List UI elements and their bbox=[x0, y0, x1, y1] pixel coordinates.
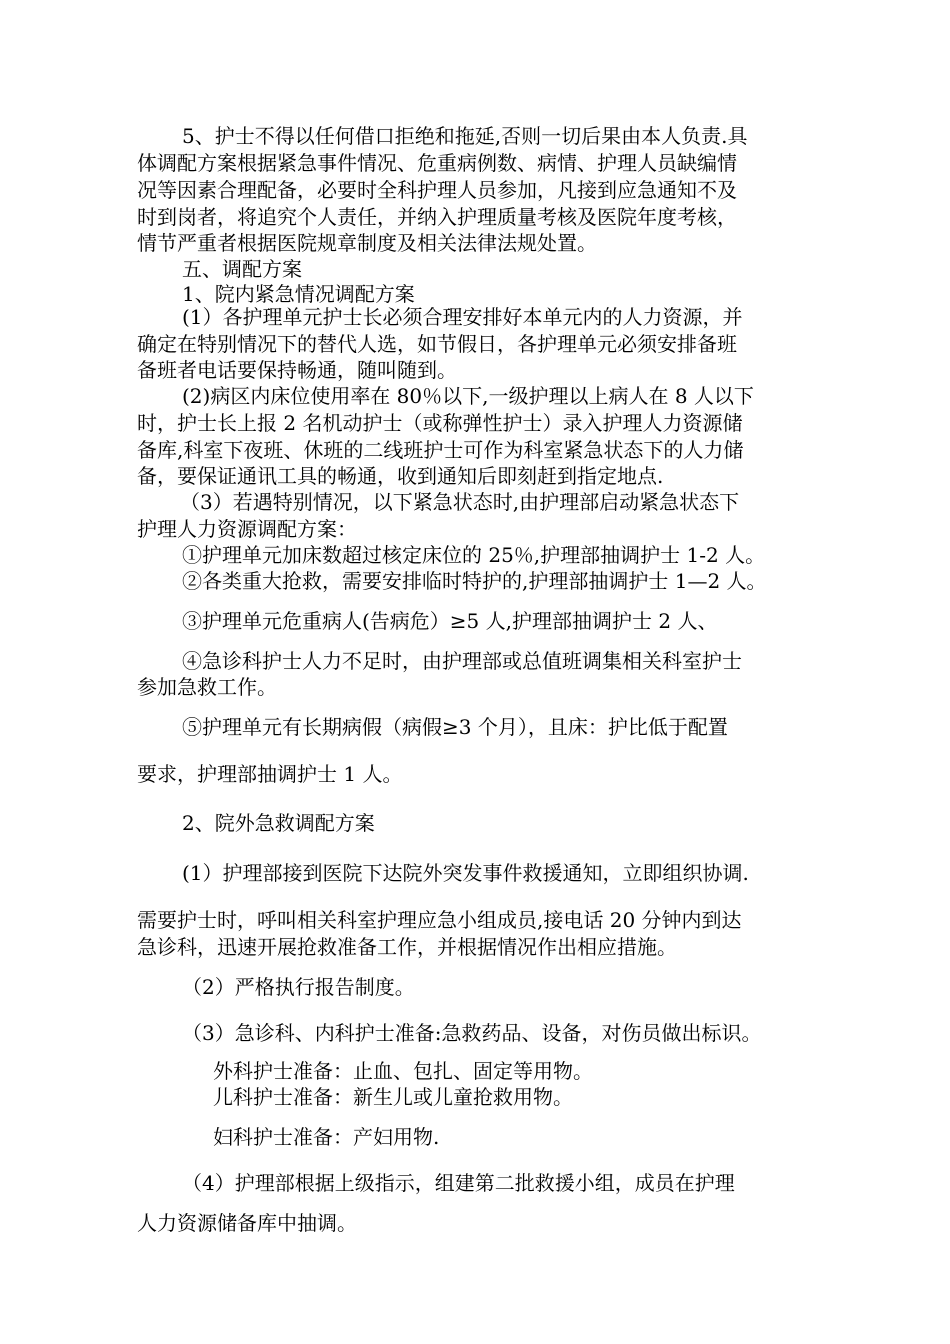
text-line: (2)病区内床位使用率在 80％以下,一级护理以上病人在 8 人以下 bbox=[182, 384, 754, 408]
text-line: （4）护理部根据上级指示，组建第二批救援小组，成员在护理 bbox=[182, 1171, 735, 1195]
text-line: 备库,科室下夜班、休班的二线班护士可作为科室紧急状态下的人力储 bbox=[137, 438, 744, 462]
text-line: 要求，护理部抽调护士 1 人。 bbox=[137, 762, 403, 786]
text-line: 外科护士准备：止血、包扎、固定等用物。 bbox=[213, 1059, 593, 1083]
list-item: ①护理单元加床数超过核定床位的 25％,护理部抽调护士 1-2 人。 bbox=[182, 543, 766, 567]
text-line: 妇科护士准备：产妇用物. bbox=[213, 1125, 440, 1149]
text-line: 5、护士不得以任何借口拒绝和拖延,否则一切后果由本人负责.具 bbox=[182, 124, 748, 148]
text-line: （3）急诊科、内科护士准备:急救药品、设备，对伤员做出标识。 bbox=[182, 1021, 762, 1045]
section-heading: 五、调配方案 bbox=[182, 257, 302, 281]
text-line: 时，护士长上报 2 名机动护士（或称弹性护士）录入护理人力资源储 bbox=[137, 411, 743, 435]
text-line: （2）严格执行报告制度。 bbox=[182, 975, 415, 999]
text-line: 参加急救工作。 bbox=[137, 675, 277, 699]
text-line: 时到岗者，将追究个人责任，并纳入护理质量考核及医院年度考核， bbox=[137, 205, 737, 229]
list-item: ②各类重大抢救，需要安排临时特护的,护理部抽调护士 1—2 人。 bbox=[182, 569, 767, 593]
text-line: (1）护理部接到医院下达院外突发事件救援通知，立即组织协调. bbox=[182, 861, 749, 885]
subsection-heading: 1、院内紧急情况调配方案 bbox=[182, 282, 415, 306]
text-line: 体调配方案根据紧急事件情况、危重病例数、病情、护理人员缺编情 bbox=[137, 151, 737, 175]
list-item: ③护理单元危重病人(告病危）≥5 人,护理部抽调护士 2 人、 bbox=[182, 609, 718, 633]
text-line: (1）各护理单元护士长必须合理安排好本单元内的人力资源，并 bbox=[182, 305, 743, 329]
list-item: ⑤护理单元有长期病假（病假≥3 个月），且床：护比低于配置 bbox=[182, 715, 728, 739]
subsection-heading: 2、院外急救调配方案 bbox=[182, 811, 375, 835]
text-line: 备，要保证通讯工具的畅通，收到通知后即刻赶到指定地点. bbox=[137, 464, 664, 488]
text-line: 情节严重者根据医院规章制度及相关法律法规处置。 bbox=[137, 231, 597, 255]
text-line: 人力资源储备库中抽调。 bbox=[137, 1211, 357, 1235]
text-line: 儿科护士准备：新生儿或儿童抢救用物。 bbox=[213, 1085, 573, 1109]
text-line: （3）若遇特别情况，以下紧急状态时,由护理部启动紧急状态下 bbox=[180, 490, 740, 514]
text-line: 急诊科，迅速开展抢救准备工作，并根据情况作出相应措施。 bbox=[137, 935, 677, 959]
text-line: 况等因素合理配备，必要时全科护理人员参加，凡接到应急通知不及 bbox=[137, 178, 737, 202]
text-line: 需要护士时，呼叫相关科室护理应急小组成员,接电话 20 分钟内到达 bbox=[137, 908, 742, 932]
text-line: 护理人力资源调配方案： bbox=[137, 517, 357, 541]
text-line: 备班者电话要保持畅通，随叫随到。 bbox=[137, 358, 457, 382]
text-line: 确定在特别情况下的替代人选，如节假日，各护理单元必须安排备班 bbox=[137, 332, 737, 356]
list-item: ④急诊科护士人力不足时，由护理部或总值班调集相关科室护士 bbox=[182, 649, 742, 673]
